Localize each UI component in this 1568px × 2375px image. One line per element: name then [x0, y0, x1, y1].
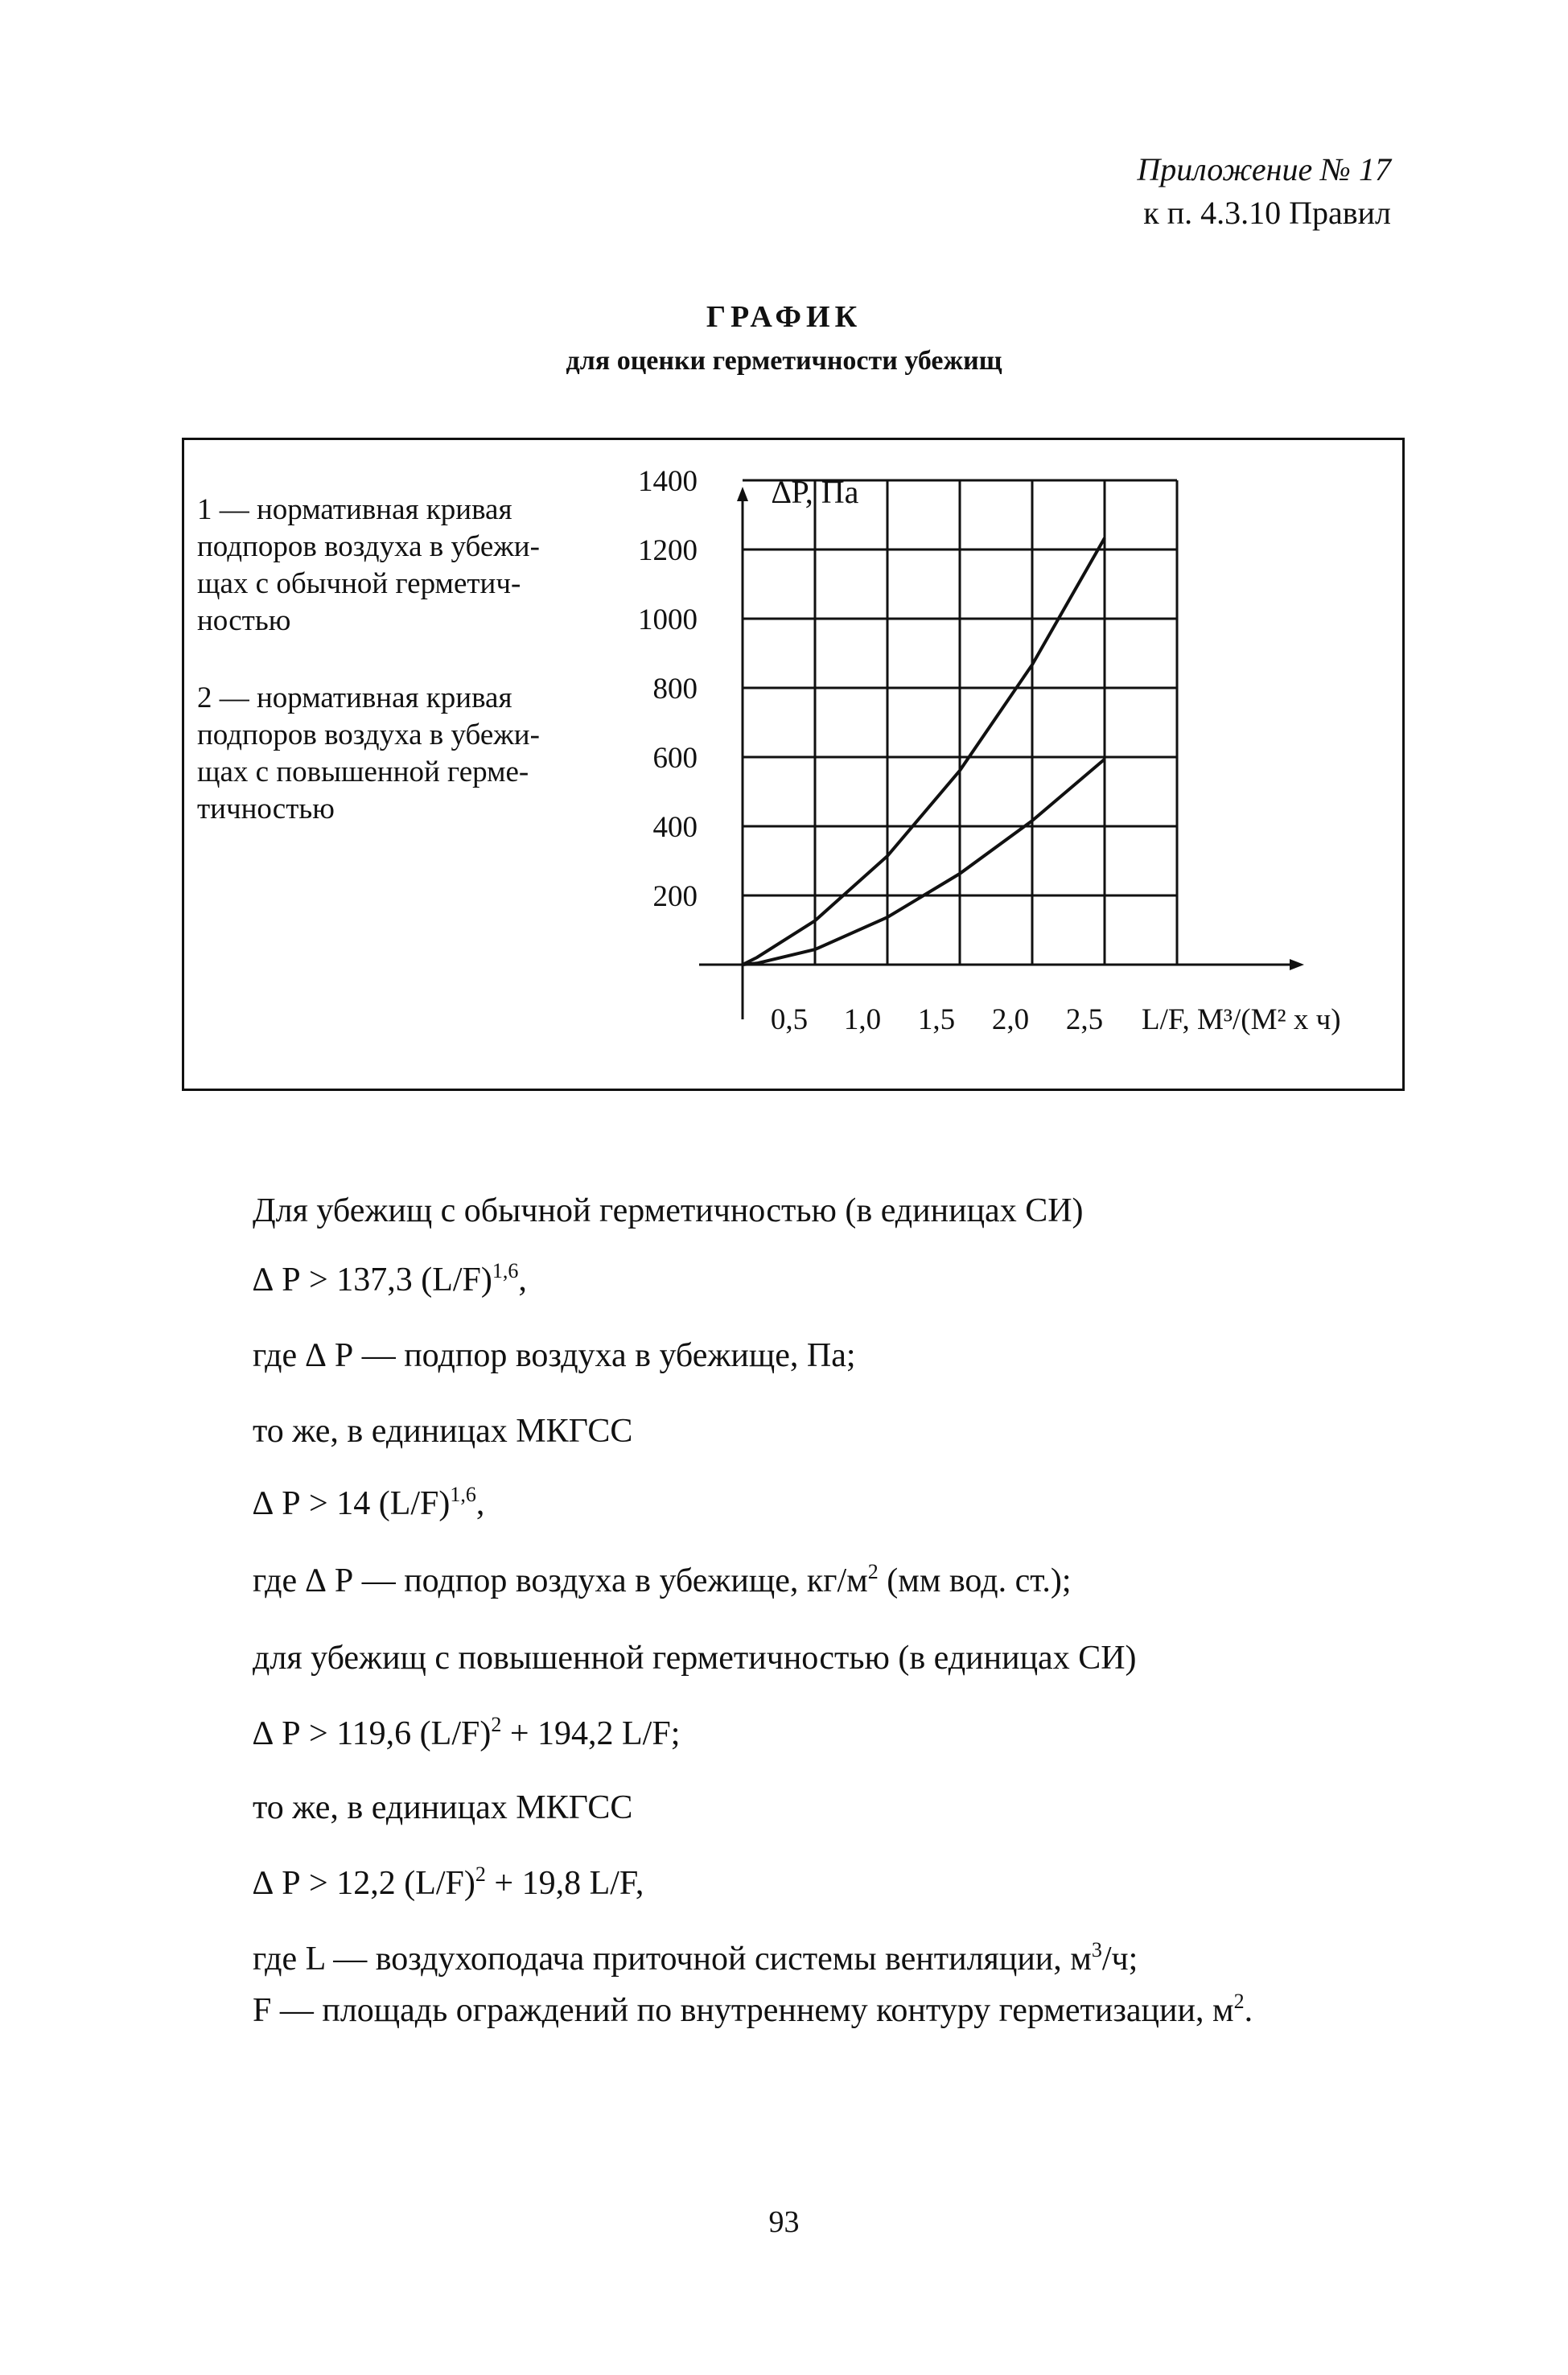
formula-line-4: то же, в единицах МКГСС [253, 1413, 633, 1450]
formula-line-10: ∆ Р > 12,2 $(L/F)^2 + 19,8$ L/F, [253, 1863, 644, 1902]
superscript: 3 [1091, 1938, 1102, 1961]
formula-line-2: ∆ Р > 137,3 $(L/F)^{1,6}$, [253, 1259, 527, 1299]
legend-item-1: 1 — нормативная кривая подпоров воздуха в убежи- щах с обычной герметич- ностью [197, 493, 540, 637]
series-2-line [743, 538, 1105, 965]
x-tick-label: 0,5 [770, 1003, 809, 1036]
x-tick-label: 1,0 [843, 1003, 882, 1036]
y-tick-label: 400 [652, 811, 698, 844]
formula-line-7: для убежищ с повышенной герметичностью (в единицах СИ) [253, 1640, 1137, 1677]
chart-subtitle: для оценки герметичности убежищ [566, 346, 1002, 376]
y-tick-label: 800 [652, 673, 698, 706]
x-tick-label: 2,5 [1065, 1003, 1104, 1036]
formula-line-11: где L — воздухоподача приточной системы вентиляции, $м^3/ч$; [253, 1938, 1138, 1978]
superscript: 2 [491, 1713, 502, 1736]
y-tick-label: 1200 [638, 534, 698, 567]
x-tick-label: 1,5 [917, 1003, 956, 1036]
y-axis-arrow [737, 487, 748, 501]
x-axis-label: L/F, М³/(М² х ч) [1142, 1003, 1341, 1036]
y-tick-label: 1000 [638, 603, 698, 636]
y-tick-label: 200 [652, 880, 698, 913]
superscript: 1,6 [492, 1259, 519, 1282]
superscript: 2 [475, 1863, 486, 1886]
superscript: 2 [867, 1560, 879, 1583]
y-tick-label: 600 [652, 742, 698, 775]
superscript: 1,6 [450, 1483, 476, 1506]
formula-line-5: ∆ Р > 14 $(L/F)^{1,6}$, [253, 1483, 485, 1522]
superscript: 2 [1233, 1990, 1245, 2013]
formula-line-3: где ∆ Р — подпор воздуха в убежище, Па; [253, 1337, 856, 1374]
chart-title: ГРАФИК [706, 300, 862, 334]
appendix-label: Приложение № 17 [1137, 151, 1391, 187]
formula-line-12: F — площадь ограждений по внутреннему контуру герметизации, $м^2$. [253, 1990, 1253, 2029]
formula-line-6: где ∆ Р — подпор воздуха в убежище, $кг/м^2$ (мм вод. ст.); [253, 1560, 1072, 1599]
figure-box [182, 438, 1405, 1091]
formula-line-9: то же, в единицах МКГСС [253, 1789, 633, 1826]
formula-line-1: Для убежищ с обычной герметичностью (в единицах СИ) [253, 1192, 1084, 1229]
appendix-reference: к п. 4.3.10 Правил [1143, 195, 1391, 231]
x-tick-label: 2,0 [991, 1003, 1030, 1036]
legend-item-2: 2 — нормативная кривая подпоров воздуха в убежи- щах с повышенной герме- тичностью [197, 681, 540, 825]
x-axis-arrow [1290, 959, 1304, 970]
page-number: 93 [768, 2205, 800, 2239]
y-tick-label: 1400 [638, 465, 698, 498]
formula-line-8: ∆ Р > 119,6 $(L/F)^2 + 194,2$ L/F; [253, 1713, 681, 1752]
y-axis-label: ∆Р, Па [772, 474, 859, 510]
chart-svg [184, 440, 1402, 1089]
